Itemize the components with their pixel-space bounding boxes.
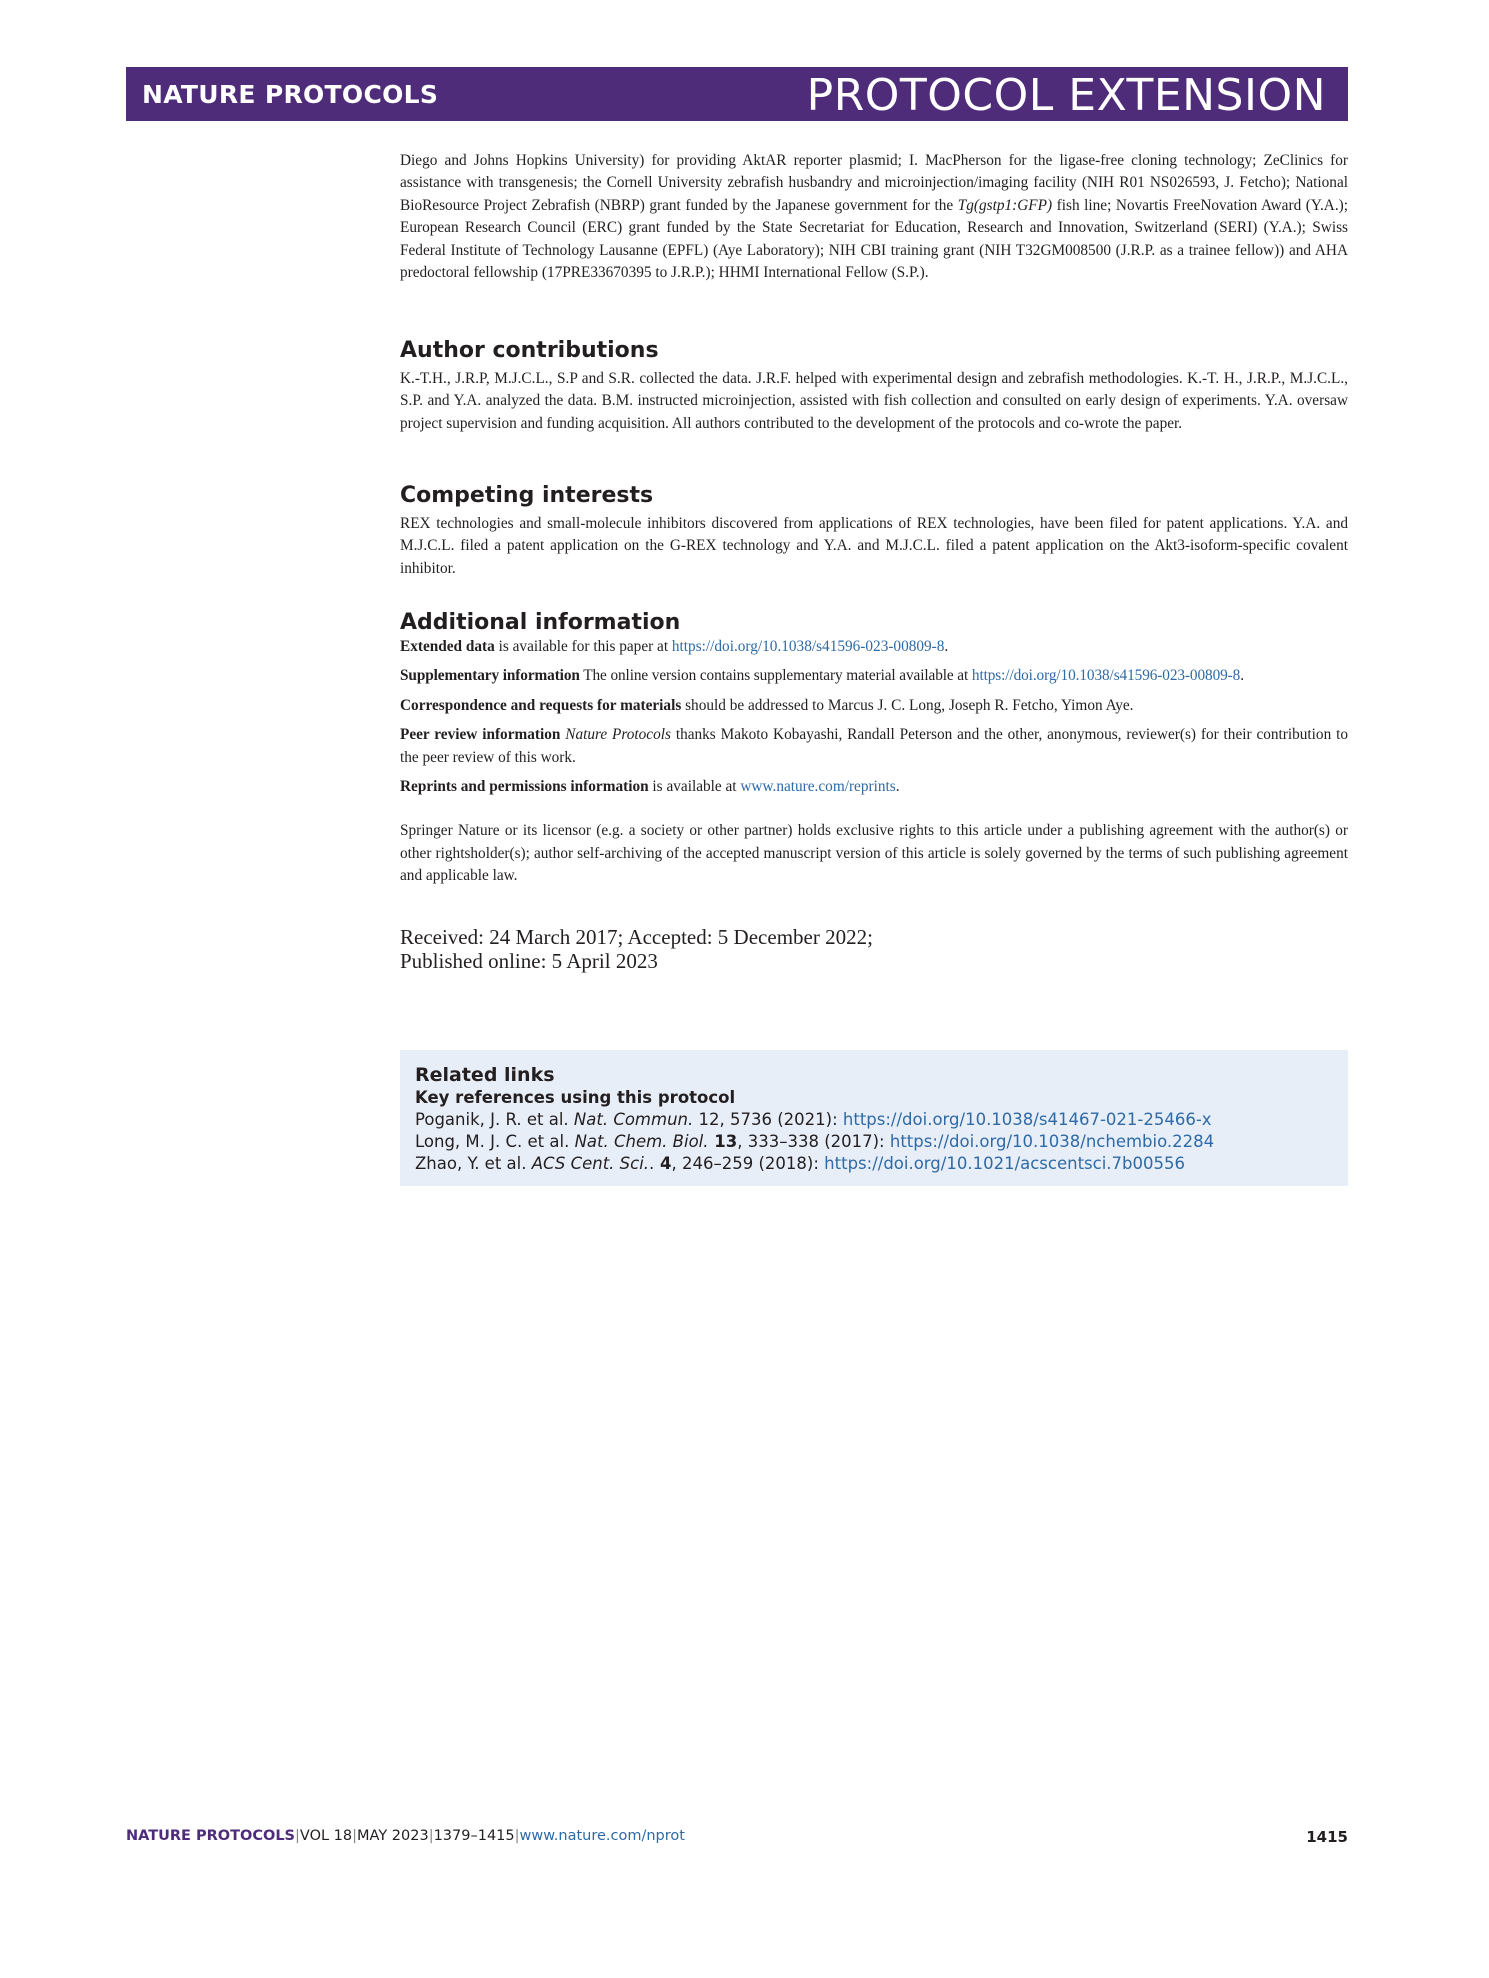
acknowledgements (400, 150, 1348, 284)
ref-journal: Nat. Commun. (573, 1110, 694, 1129)
extended-data-line (400, 636, 1348, 658)
ref-authors: Zhao, Y. et al. (415, 1154, 532, 1173)
published-online: Published online: 5 April 2023 (400, 949, 658, 973)
peer-review-journal: Nature Protocols (565, 726, 671, 744)
related-links-title: Related links (415, 1064, 555, 1086)
supplementary-link[interactable]: https://doi.org/10.1038/s41596-023-00809-8 (971, 667, 1241, 685)
footer-volume: VOL 18 (299, 1828, 353, 1844)
competing-interests-text: REX technologies and small-molecule inhibitors discovered from applications of REX technologies, have been filed for patent applications. Y.A. and M.J.C.L. filed a patent application on the G-REX technology and Y.A. and M.J.C.L. filed a patent application on the Akt3-isoform-specific covalent inhibitor. (400, 515, 1348, 577)
correspondence-line (400, 695, 1348, 717)
author-contributions-heading: Author contributions (400, 338, 659, 363)
ref-link[interactable]: https://doi.org/10.1021/acscentsci.7b00556 (824, 1154, 1186, 1173)
ref-volume: 13 (708, 1132, 738, 1151)
ref-pages: , 5736 (2021): (719, 1110, 843, 1129)
correspondence-label: Correspondence and requests for materials (400, 696, 682, 714)
supplementary-label: Supplementary information (400, 667, 580, 685)
peer-review-label: Peer review information (400, 726, 561, 744)
supplementary-end: . (1240, 667, 1244, 685)
page-footer (126, 1828, 1348, 1850)
related-ref (415, 1109, 1338, 1131)
footer-sep: | (428, 1828, 434, 1844)
footer-sep: | (352, 1828, 358, 1844)
ref-journal: ACS Cent. Sci. (531, 1154, 650, 1173)
reprints-end: . (895, 778, 900, 796)
footer-sep: | (514, 1828, 520, 1844)
ref-link[interactable]: https://doi.org/10.1038/nchembio.2284 (889, 1132, 1215, 1151)
footer-pages: 1379–1415 (433, 1828, 515, 1844)
footer-journal: NATURE PROTOCOLS (126, 1828, 296, 1844)
extended-data-link[interactable]: https://doi.org/10.1038/s41596-023-00809-8 (671, 638, 945, 655)
related-ref: Zhao, Y. et al. ACS Cent. Sci.. 4, 246–259 (2018): https://doi.org/10.1021/acscentsci.7b00556 (415, 1154, 1186, 1173)
additional-information-section (400, 609, 1348, 888)
ref-authors: Poganik, J. R. et al. (415, 1110, 574, 1129)
related-ref (415, 1131, 1338, 1153)
ref-volume: 12 (693, 1110, 720, 1129)
competing-interests-section (400, 482, 1348, 580)
publication-dates (400, 925, 1348, 973)
page-number: 1415 (1306, 1828, 1348, 1846)
article-type: PROTOCOL EXTENSION (806, 70, 1326, 121)
supplementary-line (400, 665, 1348, 687)
journal-name: NATURE PROTOCOLS (142, 80, 439, 109)
ref-pages: , 246–259 (2018): (671, 1154, 825, 1173)
extended-data-text: is available for this paper at (494, 638, 672, 655)
acknowledgements-text (400, 150, 1348, 284)
correspondence-text: should be addressed to Marcus J. C. Long, Joseph R. Fetcho, Yimon Aye. (681, 696, 1134, 714)
ack-text-a: Diego and Johns Hopkins University) for providing AktAR reporter plasmid; I. MacPherson for the ligase-free cloning technology; ZeClinics for assistance with transgenesis; the Cornell University zebrafish husbandry and microinjection/imaging facility (NIH R01 NS026593, J. Fetcho); National BioResource Project Zebrafish (NBRP) grant funded by the Japanese government for the (400, 152, 1348, 214)
supplementary-text: The online version contains supplementary material available at (579, 667, 972, 685)
ref-authors: Long, M. J. C. et al. (415, 1132, 575, 1151)
reprints-label: Reprints and permissions information (400, 778, 649, 796)
extended-data-label: Extended data (400, 638, 495, 655)
ref-link[interactable]: https://doi.org/10.1038/s41467-021-25466-x (842, 1110, 1212, 1129)
author-contributions-text: K.-T.H., J.R.P, M.J.C.L., S.P and S.R. collected the data. J.R.F. helped with experimental design and zebrafish methodologies. K.-T. H., J.R.P., M.J.C.L., S.P. and Y.A. analyzed the data. B.M. instructed microinjection, assisted with fish collection and consulted on early design of experiments. Y.A. oversaw project supervision and funding acquisition. All authors contributed to the development of the protocols and co-wrote the paper. (400, 370, 1348, 432)
reprints-line (400, 776, 1348, 798)
reprints-text: is available at (648, 778, 741, 796)
footer-issue: MAY 2023 (357, 1828, 429, 1844)
rights-statement: Springer Nature or its licensor (e.g. a society or other partner) holds exclusive rights to this article under a publishing agreement with the author(s) or other rightsholder(s); author self-archiving of the accepted manuscript version of this article is solely governed by the terms of such publishing agreement and applicable law. (400, 822, 1348, 885)
footer-sep: | (295, 1828, 300, 1844)
footer-url[interactable]: www.nature.com/nprot (519, 1828, 685, 1844)
additional-information-heading: Additional information (400, 610, 681, 635)
ref-journal: Nat. Chem. Biol. (574, 1132, 709, 1151)
ack-text-b: fish line; Novartis FreeNovation Award (Y.A.); European Research Council (ERC) grant funded by the State Secretariat for Education, Research and Innovation, Switzerland (SERI) (Y.A.); Swiss Federal Institute of Technology Lausanne (EPFL) (Aye Laboratory); NIH CBI training grant (NIH T32GM008500 (J.R.P. as a trainee fellow)) and AHA predoctoral fellowship (17PRE33670395 to J.R.P.); HHMI International Fellow (S.P.). (400, 196, 1348, 282)
journal-banner (126, 67, 1348, 121)
related-links-subtitle: Key references using this protocol (415, 1088, 736, 1107)
reprints-link[interactable]: www.nature.com/reprints (740, 778, 896, 796)
peer-review-line (400, 724, 1348, 769)
ref-pages: , 333–338 (2017): (737, 1132, 890, 1151)
related-links-box (400, 1050, 1348, 1186)
peer-review-text: thanks Makoto Kobayashi, Randall Peterson and the other, anonymous, reviewer(s) for their contribution to the peer review of this work. (400, 726, 1348, 766)
author-contributions-section (400, 337, 1348, 435)
ack-italic: Tg(gstp1:GFP) (957, 196, 1053, 214)
ref-volume: 4 (654, 1154, 672, 1173)
extended-data-end: . (944, 638, 949, 655)
competing-interests-heading: Competing interests (400, 483, 654, 508)
received-accepted: Received: 24 March 2017; Accepted: 5 December 2022; (400, 925, 873, 949)
